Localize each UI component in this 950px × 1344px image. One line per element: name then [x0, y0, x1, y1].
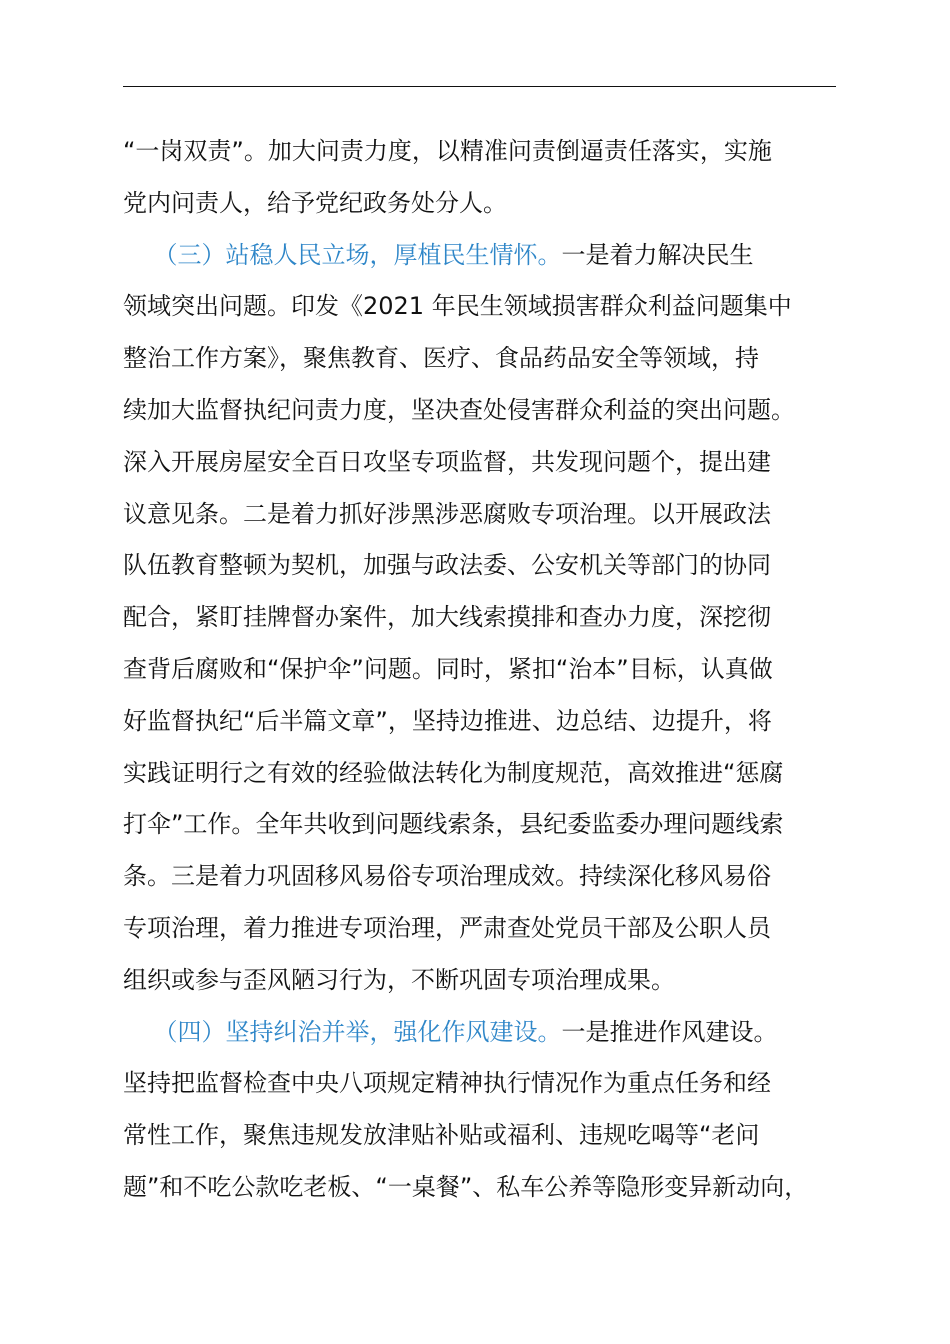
line-text: 专项治理，着力推进专项治理，严肃查处党员干部及公职人员: [123, 913, 771, 942]
line-text: 队伍教育整顿为契机，加强与政法委、公安机关等部门的协同: [123, 551, 771, 580]
text-line: [123, 851, 863, 903]
line-text: 整治工作方案》，聚焦教育、医疗、食品药品安全等领域，持: [123, 344, 759, 373]
line-text: 坚持把监督检查中央八项规定精神执行情况作为重点任务和经: [123, 1069, 771, 1098]
text-line: [123, 799, 863, 851]
text-line: [123, 540, 863, 592]
text-line: [123, 644, 863, 696]
line-text: 题”和不吃公款吃老板、“一桌餐”、私车公养等隐形变异新动向，: [123, 1172, 809, 1201]
line-text: 查背后腐败和“保护伞”问题。同时，紧扣“治本”目标，认真做: [123, 654, 773, 683]
line-text: 常性工作，聚焦违规发放津贴补贴或福利、违规吃喝等“老问: [123, 1121, 760, 1150]
text-line: [123, 437, 863, 489]
text-line: [123, 1058, 863, 1110]
section-heading: （四）坚持纠治并举，强化作风建设。: [123, 1017, 562, 1046]
line-text: 实践证明行之有效的经验做法转化为制度规范，高效推进“惩腐: [123, 758, 784, 787]
line-text: 深入开展房屋安全百日攻坚专项监督，共发现问题个，提出建: [123, 447, 771, 476]
text-line: [123, 903, 863, 955]
text-line: [123, 230, 863, 282]
line-text: 一是着力解决民生: [561, 240, 754, 269]
line-text: 好监督执纪“后半篇文章”，坚持边推进、边总结、边提升，将: [123, 706, 772, 735]
text-line: [123, 696, 863, 748]
line-text: “一岗双责”。加大问责力度，以精准问责倒逼责任落实，实施: [123, 137, 772, 165]
text-line: [123, 385, 863, 437]
line-text: 配合，紧盯挂牌督办案件，加大线索摸排和查办力度，深挖彻: [123, 603, 771, 632]
text-line: [123, 126, 863, 178]
line-text: 领域突出问题。印发《2021 年民生领域损害群众利益问题集中: [123, 292, 792, 321]
text-line: [123, 1162, 863, 1214]
line-text: 议意见条。二是着力抓好涉黑涉恶腐败专项治理。以开展政法: [123, 499, 771, 528]
header-rule: [123, 86, 836, 87]
line-text: 一是推进作风建设。: [561, 1017, 778, 1046]
line-text: 续加大监督执纪问责力度，坚决查处侵害群众利益的突出问题。: [123, 395, 795, 424]
text-line: [123, 1110, 863, 1162]
line-text: 党内问责人，给予党纪政务处分人。: [123, 188, 507, 217]
text-line: [123, 333, 863, 385]
body-text: [123, 126, 863, 1214]
text-line: [123, 281, 863, 333]
section-heading: （三）站稳人民立场，厚植民生情怀。: [123, 240, 562, 269]
line-text: 打伞”工作。全年共收到问题线索条，县纪委监委办理问题线索: [123, 810, 784, 839]
text-line: [123, 592, 863, 644]
text-line: [123, 955, 863, 1007]
text-line: [123, 1007, 863, 1059]
text-line: [123, 178, 863, 230]
line-text: 条。三是着力巩固移风易俗专项治理成效。持续深化移风易俗: [123, 862, 771, 891]
text-line: [123, 489, 863, 541]
text-line: [123, 748, 863, 800]
line-text: 组织或参与歪风陋习行为，不断巩固专项治理成果。: [123, 965, 675, 994]
